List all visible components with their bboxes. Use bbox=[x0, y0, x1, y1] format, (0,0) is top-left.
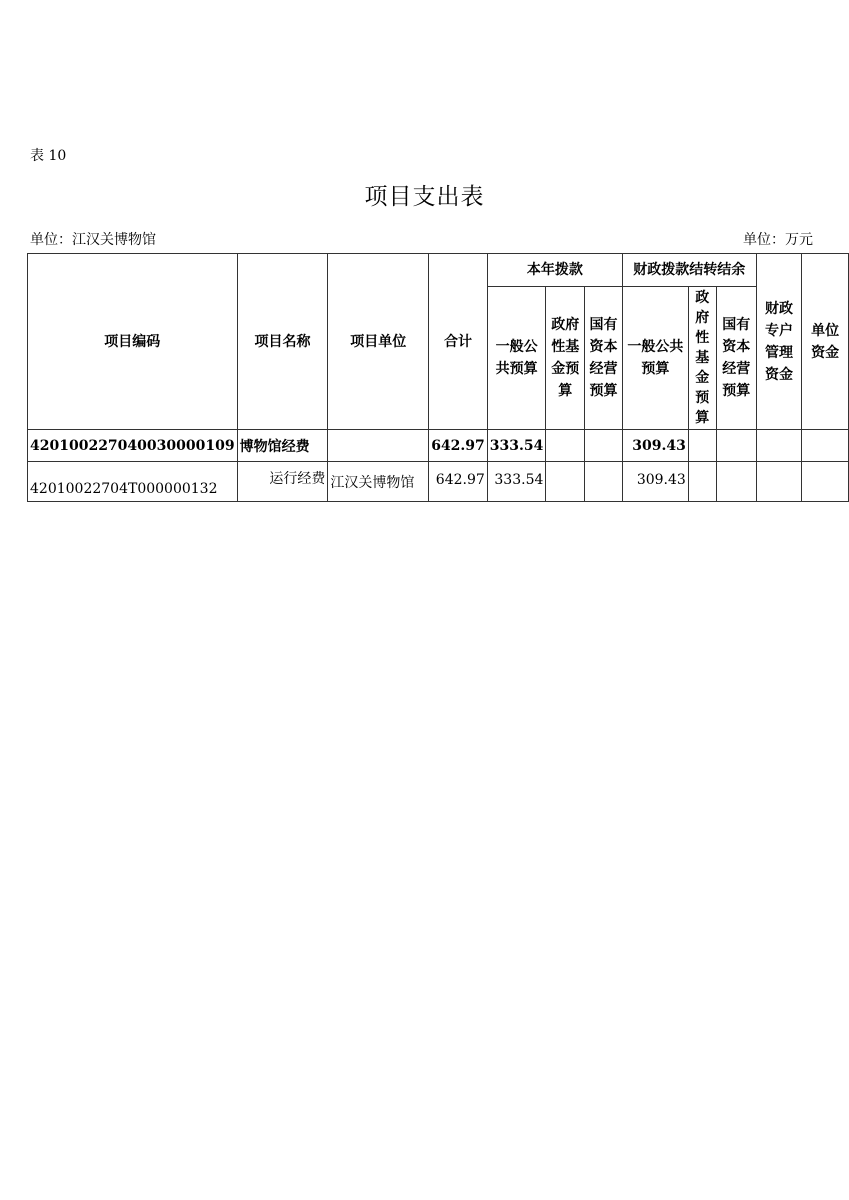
header-cy-general-budget: 一般公共预算 bbox=[487, 287, 546, 430]
cell-total: 642.97 bbox=[429, 462, 488, 502]
header-unit-funds: 单位资金 bbox=[802, 254, 849, 430]
cell-own bbox=[802, 462, 849, 502]
unit-currency: 单位：万元 bbox=[743, 232, 813, 248]
cell-own bbox=[802, 430, 849, 462]
header-current-year-allocation: 本年拨款 bbox=[487, 254, 622, 287]
cell-cy-general: 333.54 bbox=[487, 430, 546, 462]
cell-name: 运行经费 bbox=[237, 462, 328, 502]
cell-special bbox=[756, 462, 802, 502]
header-total: 合计 bbox=[429, 254, 488, 430]
header-cy-fund-budget: 政府性基金预算 bbox=[546, 287, 585, 430]
cell-co-fund bbox=[688, 462, 716, 502]
cell-unit: 江汉关博物馆 bbox=[328, 462, 429, 502]
cell-special bbox=[756, 430, 802, 462]
cell-co-general: 309.43 bbox=[622, 430, 688, 462]
cell-co-state bbox=[716, 430, 756, 462]
cell-cy-state bbox=[585, 430, 623, 462]
cell-name: 博物馆经费 bbox=[237, 430, 328, 462]
page-title: 项目支出表 bbox=[364, 184, 485, 210]
header-cy-state-capital-budget: 国有资本经营预算 bbox=[585, 287, 623, 430]
header-project-unit: 项目单位 bbox=[328, 254, 429, 430]
cell-co-general: 309.43 bbox=[622, 462, 688, 502]
cell-co-state bbox=[716, 462, 756, 502]
project-expenditure-table bbox=[27, 253, 849, 502]
unit-organization: 单位：江汉关博物馆 bbox=[30, 232, 156, 248]
header-co-state-capital-budget: 国有资本经营预算 bbox=[716, 287, 756, 430]
header-co-fund-budget: 政府性基金预算 bbox=[688, 287, 716, 430]
cell-co-fund bbox=[688, 430, 716, 462]
header-project-name: 项目名称 bbox=[237, 254, 328, 430]
cell-total: 642.97 bbox=[429, 430, 488, 462]
header-carryover-balance: 财政拨款结转结余 bbox=[622, 254, 756, 287]
header-co-general-budget: 一般公共预算 bbox=[622, 287, 688, 430]
header-special-account-funds: 财政专户管理资金 bbox=[756, 254, 802, 430]
cell-cy-state bbox=[585, 462, 623, 502]
cell-cy-general: 333.54 bbox=[487, 462, 546, 502]
cell-cy-fund bbox=[546, 430, 585, 462]
header-project-code: 项目编码 bbox=[28, 254, 238, 430]
cell-unit bbox=[328, 430, 429, 462]
cell-cy-fund bbox=[546, 462, 585, 502]
cell-code: 420100227040030000109 bbox=[28, 430, 238, 462]
cell-code: 42010022704T000000132 bbox=[28, 462, 238, 502]
table-number: 表 10 bbox=[30, 148, 67, 164]
table-row bbox=[28, 462, 849, 502]
table-row bbox=[28, 430, 849, 462]
